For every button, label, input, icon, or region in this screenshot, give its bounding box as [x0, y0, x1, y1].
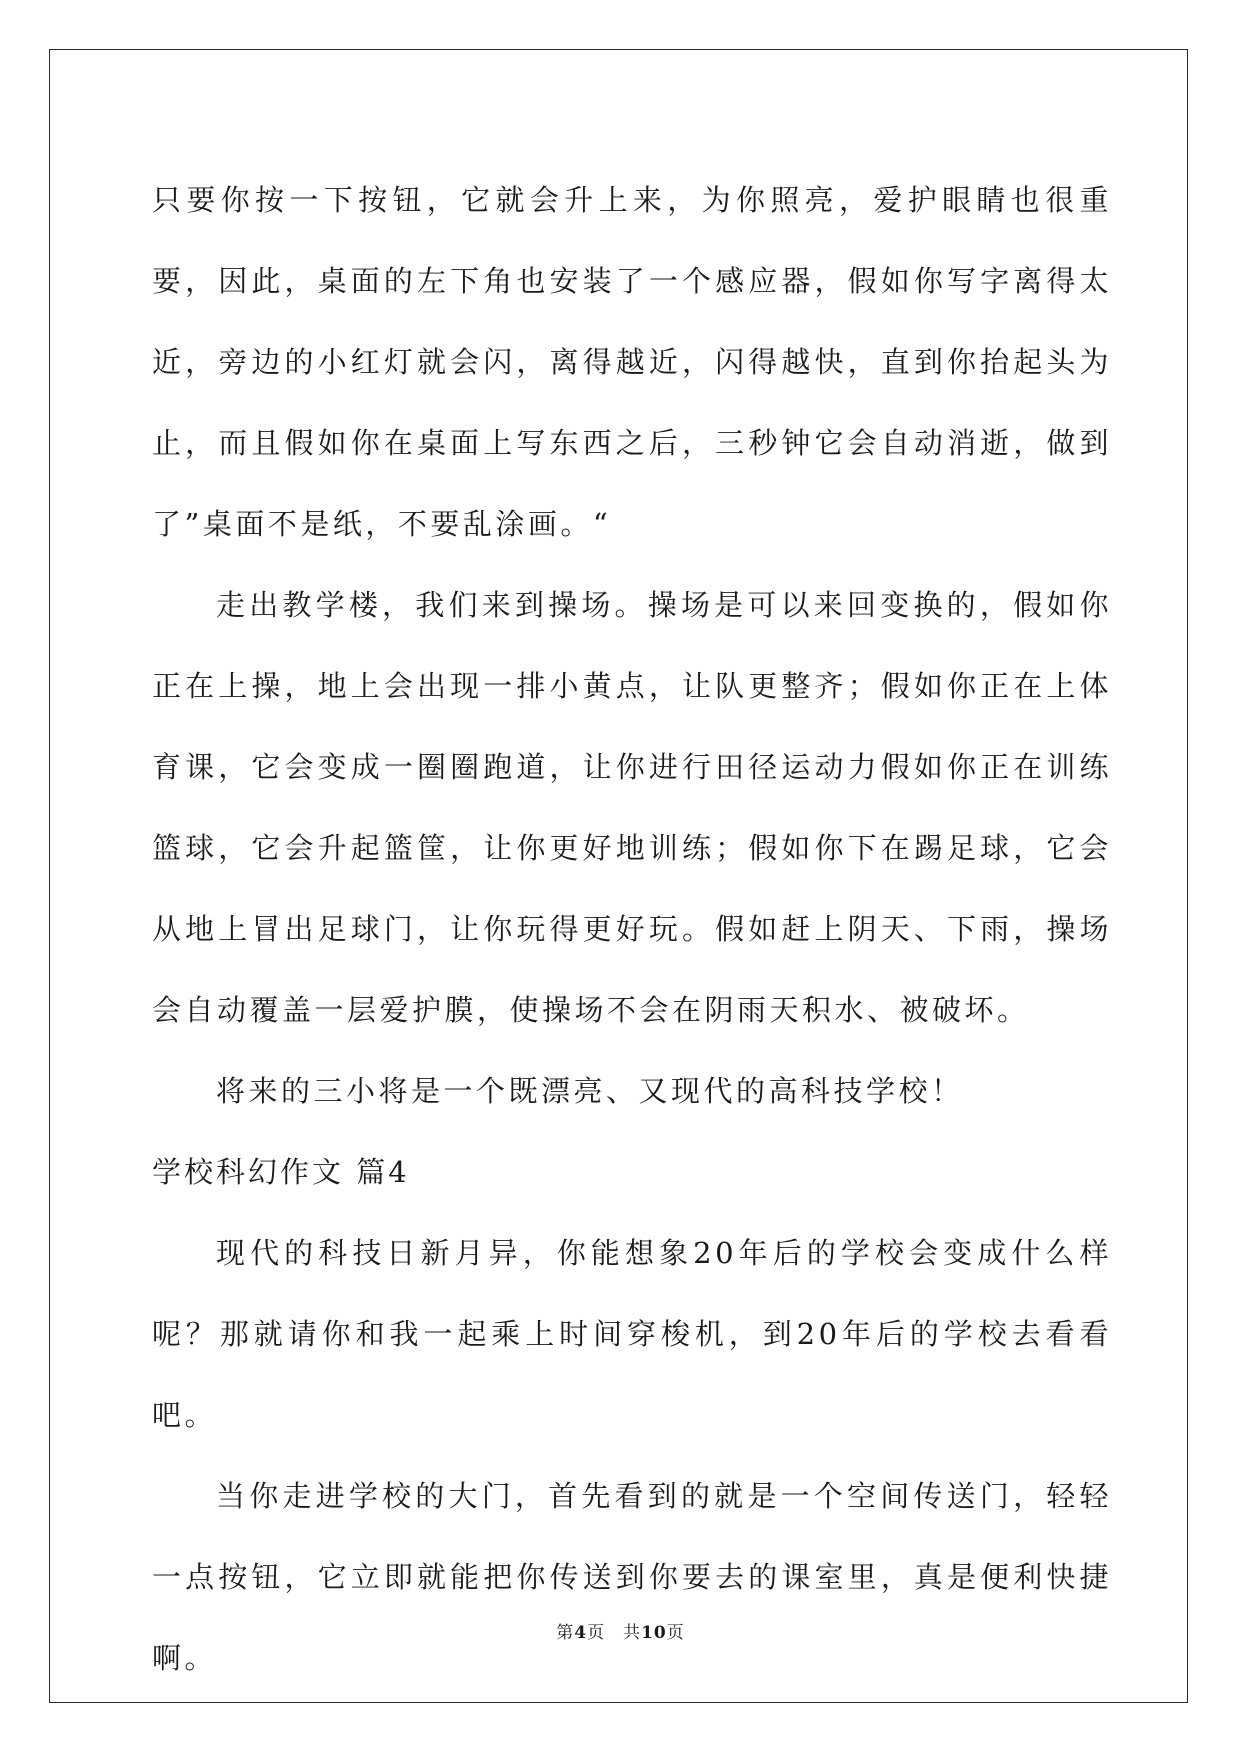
paragraph-2: 走出教学楼，我们来到操场。操场是可以来回变换的，假如你正在上操，地上会出现一排小黄点，让队更整齐；假如你正在上体育课，它会变成一圈圈跑道，让你进行田径运动力假如你正在训练篮球，它会升起篮筐，让你更好地训练；假如你下在踢足球，它会从地上冒出足球门，让你玩得更好玩。假如赶上阴天、下雨，操场会自动覆盖一层爱护膜，使操场不会在阴雨天积水、被破坏。: [152, 588, 1112, 1027]
total-suffix: 页: [666, 1623, 685, 1643]
document-body: [152, 160, 1112, 1699]
paragraph-1: 只要你按一下按钮，它就会升上来，为你照亮，爱护眼睛也很重要，因此，桌面的左下角也安装了一个感应器，假如你写字离得太近，旁边的小红灯就会闪，离得越近，闪得越快，直到你抬起头为止，而且假如你在桌面上写东西之后，三秒钟它会自动消逝，做到了”桌面不是纸，不要乱涂画。“: [152, 183, 1112, 541]
paragraph-4: 现代的科技日新月异，你能想象20年后的学校会变成什么样呢？那就请你和我一起乘上时间穿梭机，到20年后的学校去看看吧。: [152, 1236, 1112, 1432]
page-footer: [0, 1618, 1241, 1643]
paragraph-5: 当你走进学校的大门，首先看到的就是一个空间传送门，轻轻一点按钮，它立即就能把你传送到你要去的课室里，真是便利快捷啊。: [152, 1479, 1112, 1675]
total-pages: 10: [641, 1623, 667, 1643]
page-number: 4: [574, 1623, 588, 1643]
page-prefix: 第: [556, 1623, 575, 1643]
paragraph-3: 将来的三小将是一个既漂亮、又现代的高科技学校！: [216, 1074, 964, 1108]
page-suffix: 页: [587, 1623, 606, 1643]
total-prefix: 共: [623, 1623, 642, 1643]
section-heading: 学校科幻作文 篇4: [152, 1155, 410, 1189]
